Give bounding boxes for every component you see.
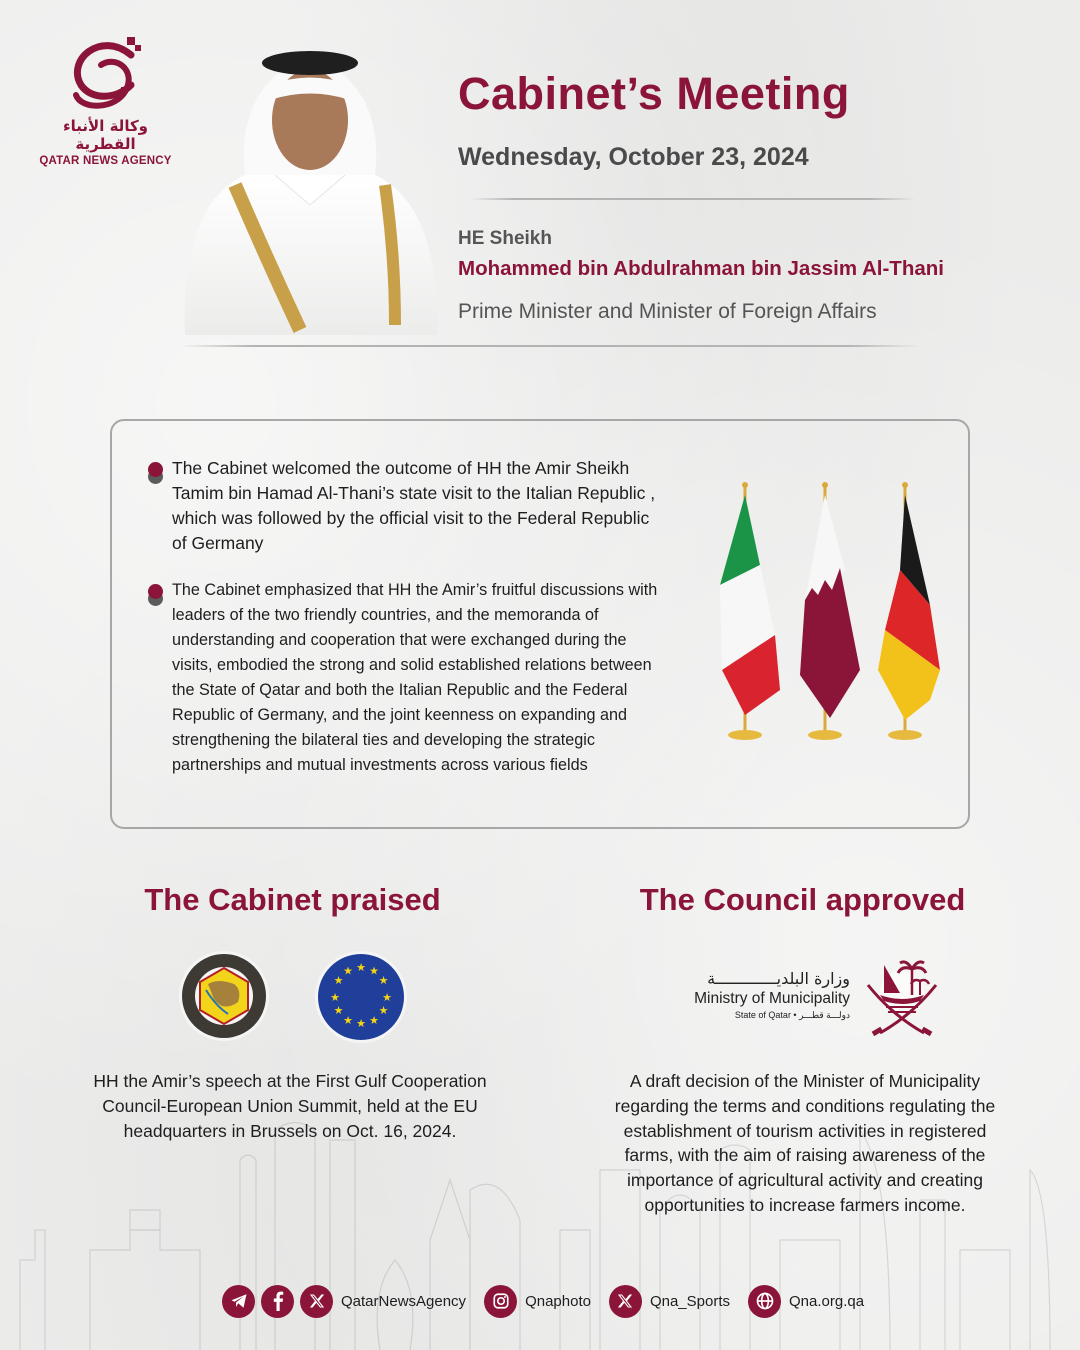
social-handle-qatarnewsagency[interactable]: QatarNewsAgency bbox=[341, 1292, 467, 1310]
svg-text:★: ★ bbox=[378, 974, 389, 987]
qatar-emblem-icon bbox=[862, 955, 942, 1040]
ministry-of-municipality-logo bbox=[668, 955, 943, 1045]
instagram-icon[interactable] bbox=[484, 1285, 517, 1318]
bullet-text: The Cabinet emphasized that HH the Amir’s fruitful discussions with leaders of the two friendly countries, and the memoranda of understanding and cooperation that were exchanged during the visits, embodied the strong and solid established relations between the State of Qatar and both the Italian Republic and the Federal Republic of Germany, and the joint keenness on expanding and strengthening the bilateral ties and developing the strategic partnerships and mutual investments across various fields bbox=[172, 581, 658, 774]
minister-role: Prime Minister and Minister of Foreign Affairs bbox=[458, 300, 877, 323]
svg-text:★: ★ bbox=[343, 964, 353, 978]
svg-text:★: ★ bbox=[369, 1014, 379, 1027]
x-icon[interactable] bbox=[609, 1285, 642, 1318]
italy-flag-icon bbox=[720, 482, 780, 740]
ministry-english-name: Ministry of Municipality bbox=[694, 990, 850, 1007]
praised-description: HH the Amir’s speech at the First Gulf Cooperation Council-European Union Summit, held at the EU headquarters in Brussels on Oct. 16, 2024. bbox=[93, 1071, 487, 1141]
eu-flag-icon bbox=[314, 950, 408, 1044]
svg-text:★: ★ bbox=[356, 961, 366, 974]
globe-icon[interactable] bbox=[748, 1285, 781, 1318]
logo-english-text: QATAR NEWS AGENCY bbox=[39, 155, 172, 167]
section-title-approved: The Council approved bbox=[639, 882, 966, 917]
svg-text:★: ★ bbox=[369, 964, 379, 978]
telegram-icon[interactable] bbox=[222, 1285, 255, 1318]
svg-text:★: ★ bbox=[333, 1004, 344, 1017]
svg-text:★: ★ bbox=[330, 991, 340, 1004]
qna-logo bbox=[38, 35, 173, 167]
meeting-date: Wednesday, October 23, 2024 bbox=[458, 143, 809, 171]
svg-text:★: ★ bbox=[333, 974, 344, 987]
logo-arabic-text: وكالة الأنباء القطرية bbox=[63, 117, 148, 153]
x-icon[interactable] bbox=[300, 1285, 333, 1318]
gcc-logo-icon bbox=[178, 950, 270, 1042]
qatar-flag-icon bbox=[800, 482, 860, 740]
divider bbox=[470, 198, 915, 200]
approved-description: A draft decision of the Minister of Municipality regarding the terms and conditions regulating the establishment of tourism activities in registered farms, with the aim of raising awareness of the importance of agricultural activity and creating opportunities to increase farmers income. bbox=[614, 1071, 996, 1215]
svg-text:★: ★ bbox=[356, 1017, 366, 1030]
svg-text:★: ★ bbox=[382, 991, 392, 1004]
bullet-dot-icon bbox=[148, 584, 164, 606]
bullet-text: The Cabinet welcomed the outcome of HH the Amir Sheikh Tamim bin Hamad Al-Thani’s state visit to the Italian Republic , which was followed by the official visit to the Federal Republic of Germany bbox=[172, 458, 656, 553]
prime-minister-portrait bbox=[175, 25, 445, 335]
qna-emblem-icon bbox=[61, 35, 151, 115]
website-link[interactable]: Qna.org.qa bbox=[789, 1292, 865, 1310]
section-title-praised: The Cabinet praised bbox=[144, 882, 441, 917]
honorific: HE Sheikh bbox=[458, 228, 552, 249]
flags-illustration bbox=[700, 480, 950, 745]
germany-flag-icon bbox=[878, 482, 940, 740]
svg-text:★: ★ bbox=[343, 1014, 353, 1027]
svg-text:★: ★ bbox=[378, 1004, 389, 1017]
ministry-arabic-name: وزارة البلديـــــــــــــة bbox=[707, 969, 850, 988]
minister-name: Mohammed bin Abdulrahman bin Jassim Al-Thani bbox=[458, 257, 944, 280]
divider bbox=[180, 345, 920, 347]
bullet-dot-icon bbox=[148, 462, 164, 484]
ministry-subtitle: State of Qatar • دولـــة قطـــر bbox=[734, 1010, 850, 1020]
social-handle-qna-sports[interactable]: Qna_Sports bbox=[649, 1292, 730, 1310]
news-bullet bbox=[148, 456, 668, 556]
social-footer bbox=[222, 1283, 882, 1319]
news-bullet bbox=[148, 578, 668, 778]
facebook-icon[interactable] bbox=[261, 1285, 294, 1318]
page-title: Cabinet’s Meeting bbox=[458, 68, 850, 119]
social-handle-qnaphoto[interactable]: Qnaphoto bbox=[525, 1292, 591, 1310]
